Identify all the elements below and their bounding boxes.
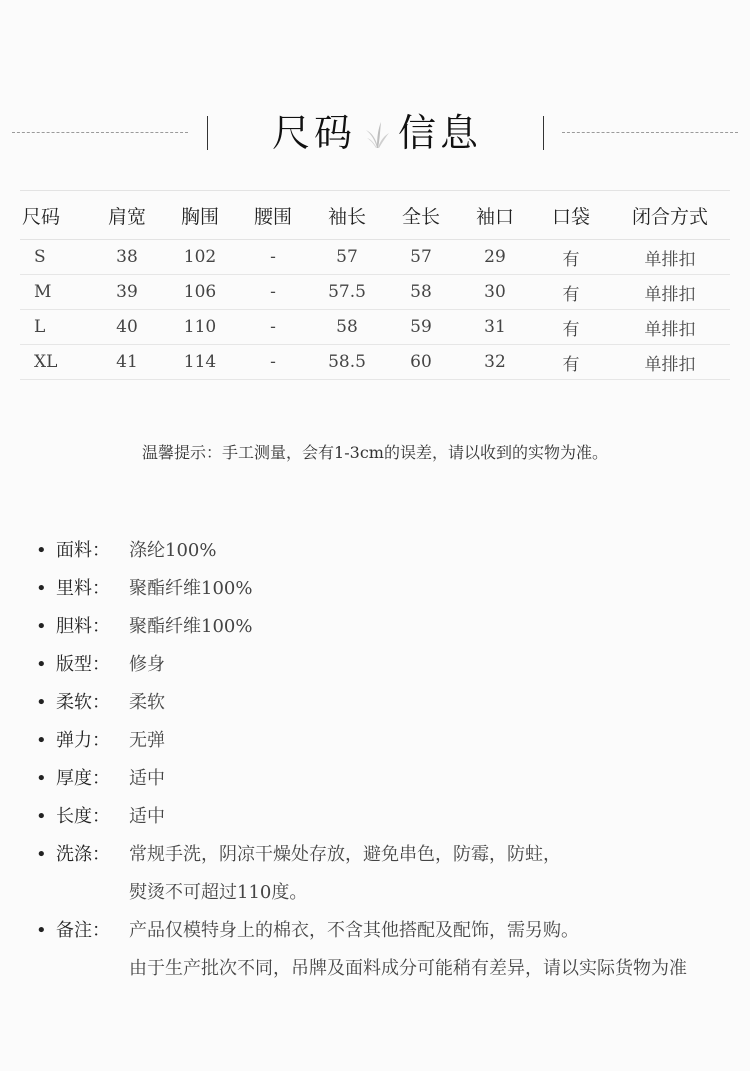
spec-key: 厚度： (56, 768, 110, 789)
bullet-icon: • (36, 654, 47, 675)
cell: 58 (384, 275, 458, 310)
cell: 单排扣 (610, 275, 730, 310)
bullet-icon: • (36, 844, 47, 865)
cell: XL (20, 345, 90, 380)
cell: 110 (164, 310, 236, 345)
right-dotted-rule (562, 132, 738, 133)
cell: 59 (384, 310, 458, 345)
cell: 41 (90, 345, 164, 380)
cell: 57 (384, 240, 458, 275)
bullet-icon: • (36, 768, 47, 789)
cell: 106 (164, 275, 236, 310)
cell: 有 (532, 345, 610, 380)
header-length: 全长 (384, 191, 458, 240)
spec-key: 面料： (56, 540, 110, 561)
table-row (20, 310, 730, 345)
spec-item-fit (36, 648, 746, 686)
cell: 有 (532, 310, 610, 345)
cell: - (236, 345, 310, 380)
spec-key: 长度： (56, 806, 110, 827)
right-divider (543, 116, 544, 150)
cell: 30 (458, 275, 532, 310)
cell: - (236, 275, 310, 310)
spec-item-elasticity (36, 724, 746, 762)
spec-value: 聚酯纤维100% (129, 616, 253, 637)
header-closure: 闭合方式 (610, 191, 730, 240)
left-divider (207, 116, 208, 150)
spec-value: 聚酯纤维100% (129, 578, 253, 599)
spec-value: 柔软 (129, 692, 165, 713)
cell: 38 (90, 240, 164, 275)
header-shoulder: 肩宽 (90, 191, 164, 240)
spec-list (36, 534, 746, 990)
header-pocket: 口袋 (532, 191, 610, 240)
bullet-icon: • (36, 692, 47, 713)
size-table (20, 190, 730, 380)
cell: 60 (384, 345, 458, 380)
spec-value-line2: 熨烫不可超过110度。 (129, 882, 308, 903)
table-row (20, 275, 730, 310)
spec-value: 无弹 (129, 730, 165, 751)
cell: 114 (164, 345, 236, 380)
spec-item-notes (36, 914, 746, 990)
header-chest: 胸围 (164, 191, 236, 240)
spec-key: 弹力： (56, 730, 110, 751)
cell: 57.5 (310, 275, 384, 310)
header-waist: 腰围 (236, 191, 310, 240)
spec-value: 产品仅模特身上的棉衣，不含其他搭配及配饰，需另购。 (129, 920, 579, 941)
bullet-icon: • (36, 616, 47, 637)
cell: 单排扣 (610, 310, 730, 345)
cell: - (236, 310, 310, 345)
spec-key: 版型： (56, 654, 110, 675)
spec-value: 适中 (129, 768, 165, 789)
spec-value-line2: 由于生产批次不同，吊牌及面料成分可能稍有差异，请以实际货物为准 (129, 958, 687, 979)
header-cuff: 袖口 (458, 191, 532, 240)
spec-key: 柔软： (56, 692, 110, 713)
cell: 57 (310, 240, 384, 275)
spec-value: 涤纶100% (129, 540, 217, 561)
spec-item-softness (36, 686, 746, 724)
bullet-icon: • (36, 730, 47, 751)
header-size: 尺码 (20, 191, 90, 240)
spec-item-length (36, 800, 746, 838)
cell: 单排扣 (610, 240, 730, 275)
cell: 32 (458, 345, 532, 380)
cell: M (20, 275, 90, 310)
title-text-left: 尺码 (272, 111, 357, 155)
spec-key: 备注： (56, 920, 110, 941)
cell: 102 (164, 240, 236, 275)
spec-value: 适中 (129, 806, 165, 827)
cell: 有 (532, 240, 610, 275)
left-dotted-rule (12, 132, 188, 133)
spec-key: 里料： (56, 578, 110, 599)
table-header-row (20, 191, 730, 240)
cell: - (236, 240, 310, 275)
spec-item-thickness (36, 762, 746, 800)
bullet-icon: • (36, 578, 47, 599)
spec-item-filling (36, 610, 746, 648)
cell: L (20, 310, 90, 345)
cell: 58 (310, 310, 384, 345)
section-title (0, 108, 750, 158)
bullet-icon: • (36, 920, 47, 941)
spec-item-fabric (36, 534, 746, 572)
measurement-tip: 温馨提示：手工测量，会有1-3cm的误差，请以收到的实物为准。 (142, 443, 608, 462)
spec-item-washing (36, 838, 746, 914)
spec-item-lining (36, 572, 746, 610)
title-text-right: 信息 (398, 111, 483, 155)
leaf-icon (362, 120, 392, 150)
cell: S (20, 240, 90, 275)
spec-value: 常规手洗，阴凉干燥处存放，避免串色，防霉，防蛀， (129, 844, 561, 865)
table-row (20, 345, 730, 380)
header-sleeve: 袖长 (310, 191, 384, 240)
bullet-icon: • (36, 540, 47, 561)
cell: 58.5 (310, 345, 384, 380)
cell: 40 (90, 310, 164, 345)
spec-key: 胆料： (56, 616, 110, 637)
cell: 29 (458, 240, 532, 275)
cell: 31 (458, 310, 532, 345)
spec-key: 洗涤： (56, 844, 110, 865)
spec-value: 修身 (129, 654, 165, 675)
cell: 39 (90, 275, 164, 310)
bullet-icon: • (36, 806, 47, 827)
cell: 有 (532, 275, 610, 310)
table-row (20, 240, 730, 275)
cell: 单排扣 (610, 345, 730, 380)
